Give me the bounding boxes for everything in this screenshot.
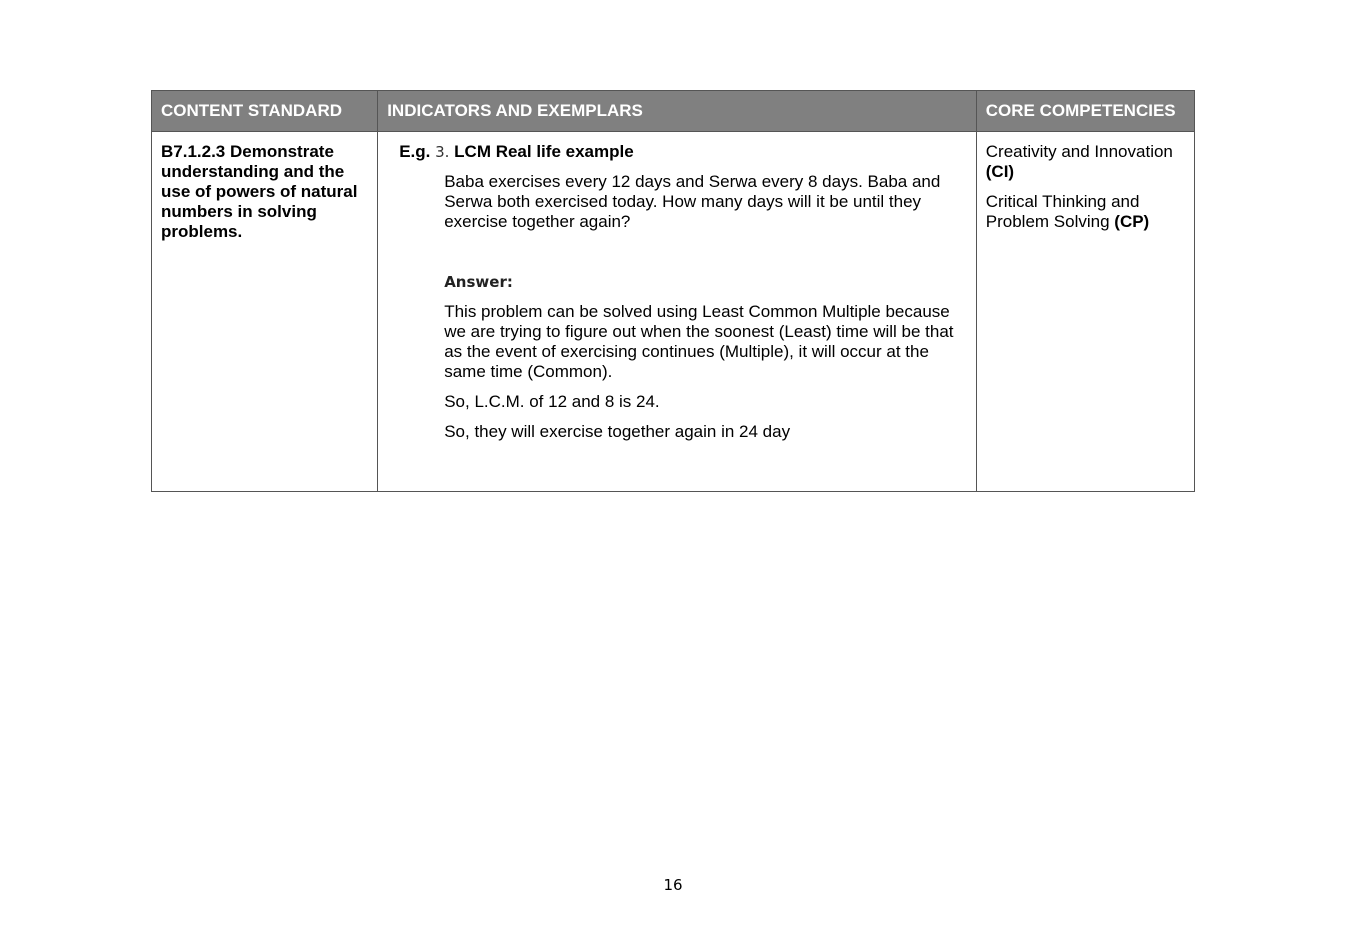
header-content-standard: CONTENT STANDARD <box>152 91 378 132</box>
example-prefix: E.g. <box>399 142 431 161</box>
competency-code: (CP) <box>1114 212 1150 231</box>
example-title: LCM Real life example <box>454 142 634 161</box>
example-body <box>444 172 963 442</box>
example-heading <box>399 142 967 162</box>
answer-paragraph: So, L.C.M. of 12 and 8 is 24. <box>444 392 660 411</box>
table-row <box>152 132 1195 492</box>
competency-text: Creativity and Innovation <box>985 142 1173 161</box>
answer-paragraph: This problem can be solved using Least Common Multiple because we are trying to figure out when the soonest (Least) time will be that as the event of exercising continues (Multiple), it will occur at the same time (Common). <box>444 302 954 381</box>
page-number: 16 <box>663 876 683 894</box>
indicators-cell <box>378 132 977 492</box>
content-standard-text: B7.1.2.3 Demonstrate understanding and the use of powers of natural numbers in solving problems. <box>161 142 358 241</box>
answer-label: Answer: <box>444 273 513 291</box>
competency-item <box>986 192 1185 232</box>
answer-paragraph: So, they will exercise together again in 24 day <box>444 422 791 441</box>
header-core-competencies: CORE COMPETENCIES <box>976 91 1194 132</box>
example-question: Baba exercises every 12 days and Serwa every 8 days. Baba and Serwa both exercised today. How many days will it be until they exercise together again? <box>444 172 941 231</box>
header-indicators-exemplars: INDICATORS AND EXEMPLARS <box>378 91 977 132</box>
competency-text: Critical Thinking and Problem Solving <box>985 192 1140 231</box>
example-number: 3. <box>435 143 450 161</box>
content-standard-cell <box>152 132 378 492</box>
competency-code: (CI) <box>985 162 1015 181</box>
curriculum-table <box>151 90 1195 492</box>
competencies-cell <box>976 132 1194 492</box>
table-header-row <box>152 91 1195 132</box>
competency-item <box>986 142 1185 182</box>
